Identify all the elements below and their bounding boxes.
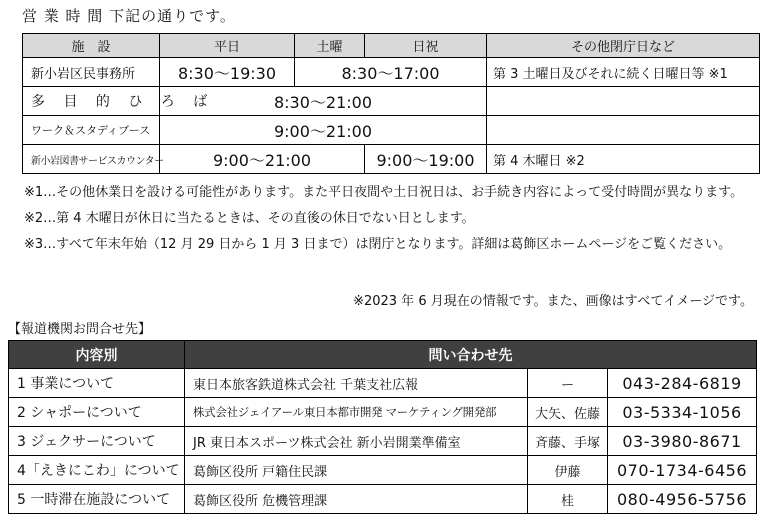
header-contact: 問い合わせ先 [185,341,757,369]
as-of-note: ※2023 年 6 月現在の情報です。また、画像はすべてイメージです。 [353,294,753,309]
contact-topic: 1 事業について [9,369,185,398]
header-saturday: 土曜 [295,34,365,58]
hours-row-plaza [23,87,760,116]
hours-row-citizen-office [23,58,760,87]
header-topic: 内容別 [9,341,185,369]
facility-name: 新小岩区民事務所 [23,58,160,87]
contact-person: 斉藤、手塚 [528,427,608,456]
hours-header-row [23,34,760,58]
facility-name: 多 目 的 ひ ろ ば [23,87,160,116]
press-header-row [9,341,757,369]
contact-organization: 葛飾区役所 危機管理課 [185,485,528,514]
hours-holiday: 9:00～19:00 [365,145,487,174]
header-facility: 施 設 [23,34,160,58]
contact-person: 伊藤 [528,456,608,485]
hours-row-library-counter [23,145,760,174]
hours-title: 営 業 時 間 下記の通りです。 [22,7,236,25]
contact-organization: 葛飾区役所 戸籍住民課 [185,456,528,485]
contact-phone: 03-3980-8671 [608,427,757,456]
hours-weekday: 8:30～19:30 [160,58,295,87]
contact-phone: 080-4956-5756 [608,485,757,514]
header-other-closures: その他閉庁日など [487,34,760,58]
closure-note [487,116,760,145]
header-weekday: 平日 [160,34,295,58]
contact-organization: JR 東日本スポーツ株式会社 新小岩開業準備室 [185,427,528,456]
press-contact-table [8,340,757,514]
contact-topic: 5 一時滞在施設について [9,485,185,514]
contact-organization: 株式会社ジェイアール東日本都市開発 マーケティング開発部 [185,398,528,427]
hours-saturday-holiday: 8:30～17:00 [295,58,487,87]
contact-person: 桂 [528,485,608,514]
table-row [9,456,757,485]
contact-topic: 3 ジェクサーについて [9,427,185,456]
hours-all-days: 8:30～21:00 [160,87,487,116]
contact-phone: 070-1734-6456 [608,456,757,485]
header-sunday-holiday: 日祝 [365,34,487,58]
contact-phone: 043-284-6819 [608,369,757,398]
closure-note: 第 4 木曜日 ※2 [487,145,760,174]
business-hours-table [22,33,760,174]
contact-person: ー [528,369,608,398]
footnote-1: ※1…その他休業日を設ける可能性があります。また平日夜間や土日祝日は、お手続き内容によって受付時間が異なります。 [24,185,744,200]
contact-person: 大矢、佐藤 [528,398,608,427]
contact-topic: 4「えきにこわ」について [9,456,185,485]
hours-all-days: 9:00～21:00 [160,116,487,145]
hours-row-study-booth [23,116,760,145]
contact-topic: 2 シャポーについて [9,398,185,427]
footnote-2: ※2…第 4 木曜日が休日に当たるときは、その直後の休日でない日とします。 [24,211,475,226]
closure-note: 第 3 土曜日及びそれに続く日曜日等 ※1 [487,58,760,87]
closure-note [487,87,760,116]
footnote-3: ※3…すべて年末年始（12 月 29 日から 1 月 3 日まで）は閉庁となります。詳細は葛飾区ホームページをご覧ください。 [24,237,732,252]
table-row [9,369,757,398]
table-row [9,485,757,514]
facility-name: ワーク＆スタディブース [23,116,160,145]
contact-organization: 東日本旅客鉄道株式会社 千葉支社広報 [185,369,528,398]
press-contact-label: 【報道機関お問合せ先】 [8,322,152,337]
contact-phone: 03-5334-1056 [608,398,757,427]
table-row [9,398,757,427]
hours-weekday-saturday: 9:00～21:00 [160,145,365,174]
table-row [9,427,757,456]
facility-name: 新小岩図書サービスカウンター [23,145,160,174]
